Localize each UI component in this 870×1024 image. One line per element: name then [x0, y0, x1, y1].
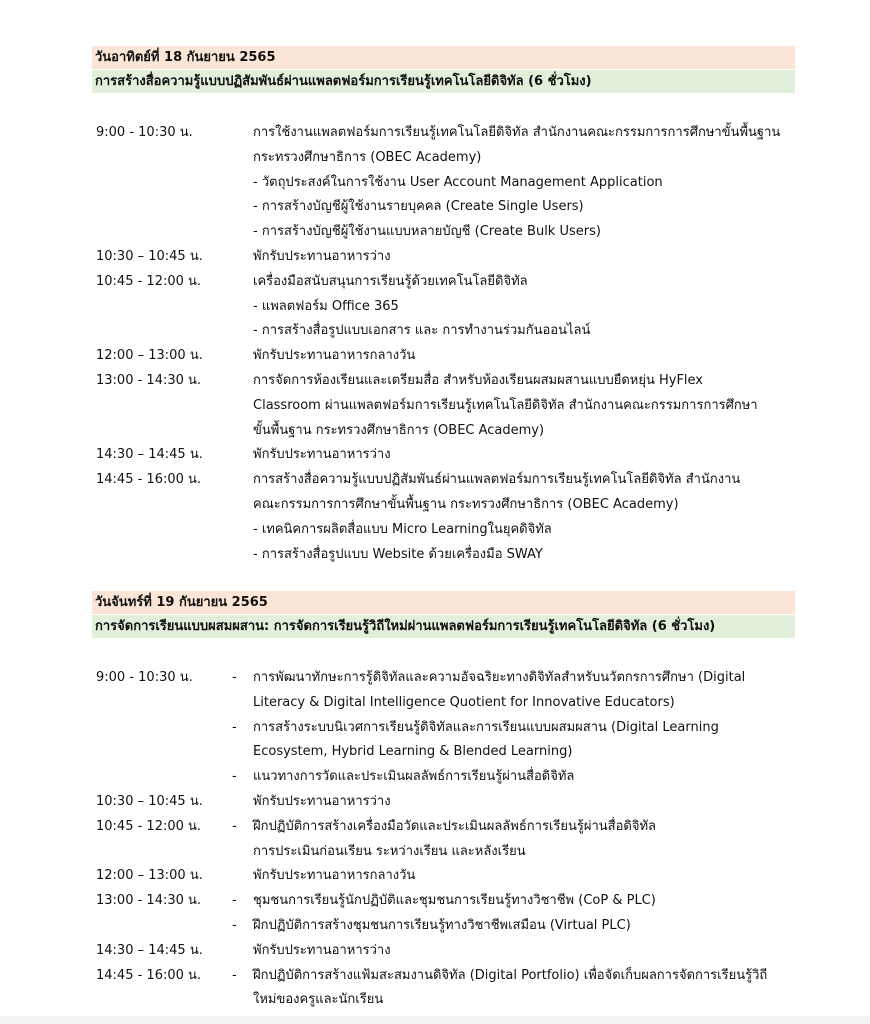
- bullet-dash: -: [232, 967, 237, 983]
- session-description: พักรับประทานอาหารกลางวัน: [253, 868, 416, 884]
- session-time: 9:00 - 10:30 น.: [96, 670, 193, 685]
- session-description: พักรับประทานอาหารว่าง: [253, 447, 391, 463]
- session-description: การจัดการห้องเรียนและเตรียมสื่อ สำหรับห้องเรียนผสมผสานแบบยืดหยุ่น HyFlex: [253, 373, 703, 388]
- session-description: Classroom ผ่านแพลตฟอร์มการเรียนรู้เทคโนโลยีดิจิทัล สำนักงานคณะกรรมการการศึกษา: [253, 397, 758, 413]
- session-time: 10:30 – 10:45 น.: [96, 794, 203, 809]
- session-description: ฝึกปฏิบัติการสร้างชุมชนการเรียนรู้ทางวิชาชีพเสมือน (Virtual PLC): [253, 918, 631, 933]
- session-description: - การสร้างสื่อรูปแบบเอกสาร และ การทำงานร่วมกันออนไลน์: [253, 323, 591, 339]
- session-description: - การสร้างบัญชีผู้ใช้งานรายบุคคล (Create Single Users): [253, 199, 584, 215]
- session-description: พักรับประทานอาหารว่าง: [253, 794, 391, 809]
- session-description: พักรับประทานอาหารว่าง: [253, 942, 391, 958]
- session-description: Ecosystem, Hybrid Learning & Blended Learning): [253, 744, 573, 760]
- session-description: พักรับประทานอาหารว่าง: [253, 249, 391, 264]
- session-description: - แพลตฟอร์ม Office 365: [253, 298, 399, 314]
- day2-date-heading: วันจันทร์ที่ 19 กันยายน 2565: [92, 591, 795, 614]
- session-description: การใช้งานแพลตฟอร์มการเรียนรู้เทคโนโลยีดิจิทัล สำนักงานคณะกรรมการการศึกษาขั้นพื้นฐาน: [253, 125, 781, 140]
- session-description: แนวทางการวัดและประเมินผลลัพธ์การเรียนรู้ผ่านสื่อดิจิทัล: [253, 769, 575, 785]
- session-time: 12:00 – 13:00 น.: [96, 348, 203, 364]
- session-description: - การสร้างบัญชีผู้ใช้งานแบบหลายบัญชี (Create Bulk Users): [253, 224, 601, 240]
- session-description: ขั้นพื้นฐาน กระทรวงศึกษาธิการ (OBEC Academy): [253, 422, 545, 438]
- session-description: การพัฒนาทักษะการรู้ดิจิทัลและความอัจฉริยะทางดิจิทัลสำหรับนวัตกรการศึกษา (Digital: [253, 670, 746, 685]
- session-description: การประเมินก่อนเรียน ระหว่างเรียน และหลังเรียน: [253, 843, 526, 859]
- session-description: Literacy & Digital Intelligence Quotient for Innovative Educators): [253, 694, 675, 710]
- session-description: - การสร้างสื่อรูปแบบ Website ด้วยเครื่องมือ SWAY: [253, 546, 543, 562]
- session-description: การสร้างสื่อความรู้แบบปฏิสัมพันธ์ผ่านแพลตฟอร์มการเรียนรู้เทคโนโลยีดิจิทัล สำนักงาน: [253, 472, 741, 488]
- session-description: เครื่องมือสนับสนุนการเรียนรู้ด้วยเทคโนโลยีดิจิทัล: [253, 273, 528, 289]
- session-time: 13:00 - 14:30 น.: [96, 893, 202, 909]
- bullet-dash: -: [232, 769, 237, 785]
- day2-topic-heading: การจัดการเรียนแบบผสมผสาน: การจัดการเรียนรู้วิถีใหม่ผ่านแพลตฟอร์มการเรียนรู้เทคโนโลยีดิจิทัล (6 ชั่วโมง): [92, 615, 795, 638]
- session-description: คณะกรรมการการศึกษาขั้นพื้นฐาน กระทรวงศึกษาธิการ (OBEC Academy): [253, 497, 679, 512]
- session-description: การสร้างระบบนิเวศการเรียนรู้ดิจิทัลและการเรียนแบบผสมผสาน (Digital Learning: [253, 719, 719, 735]
- bullet-dash: -: [232, 818, 237, 834]
- bullet-dash: -: [232, 918, 237, 933]
- session-description: กระทรวงศึกษาธิการ (OBEC Academy): [253, 149, 482, 165]
- day1-topic-heading: การสร้างสื่อความรู้แบบปฏิสัมพันธ์ผ่านแพลตฟอร์มการเรียนรู้เทคโนโลยีดิจิทัล (6 ชั่วโมง): [92, 70, 795, 93]
- session-time: 10:30 – 10:45 น.: [96, 249, 203, 264]
- session-description: ฝึกปฏิบัติการสร้างเครื่องมือวัดและประเมินผลลัพธ์การเรียนรู้ผ่านสื่อดิจิทัล: [253, 818, 656, 834]
- session-time: 13:00 - 14:30 น.: [96, 373, 202, 388]
- page-bottom-edge: [0, 1016, 870, 1024]
- session-time: 9:00 - 10:30 น.: [96, 125, 193, 140]
- session-time: 14:45 - 16:00 น.: [96, 967, 202, 983]
- session-description: ใหม่ของครูและนักเรียน: [253, 992, 384, 1008]
- session-time: 14:30 – 14:45 น.: [96, 942, 203, 958]
- session-time: 14:30 – 14:45 น.: [96, 447, 203, 463]
- session-description: - วัตถุประสงค์ในการใช้งาน User Account Management Application: [253, 174, 663, 190]
- session-description: ฝึกปฏิบัติการสร้างแฟ้มสะสมงานดิจิทัล (Digital Portfolio) เพื่อจัดเก็บผลการจัดการเรียนรู้วิถี: [253, 967, 768, 983]
- session-time: 12:00 – 13:00 น.: [96, 868, 203, 884]
- bullet-dash: -: [232, 893, 237, 909]
- session-time: 14:45 - 16:00 น.: [96, 472, 202, 488]
- session-time: 10:45 - 12:00 น.: [96, 818, 202, 834]
- session-time: 10:45 - 12:00 น.: [96, 273, 202, 289]
- session-description: - เทคนิคการผลิตสื่อแบบ Micro Learningในยุคดิจิทัล: [253, 521, 552, 537]
- session-description: ชุมชนการเรียนรู้นักปฏิบัติและชุมชนการเรียนรู้ทางวิชาชีพ (CoP & PLC): [253, 893, 656, 909]
- bullet-dash: -: [232, 719, 237, 735]
- day1-date-heading: วันอาทิตย์ที่ 18 กันยายน 2565: [92, 46, 795, 69]
- bullet-dash: -: [232, 670, 237, 685]
- session-description: พักรับประทานอาหารกลางวัน: [253, 348, 416, 364]
